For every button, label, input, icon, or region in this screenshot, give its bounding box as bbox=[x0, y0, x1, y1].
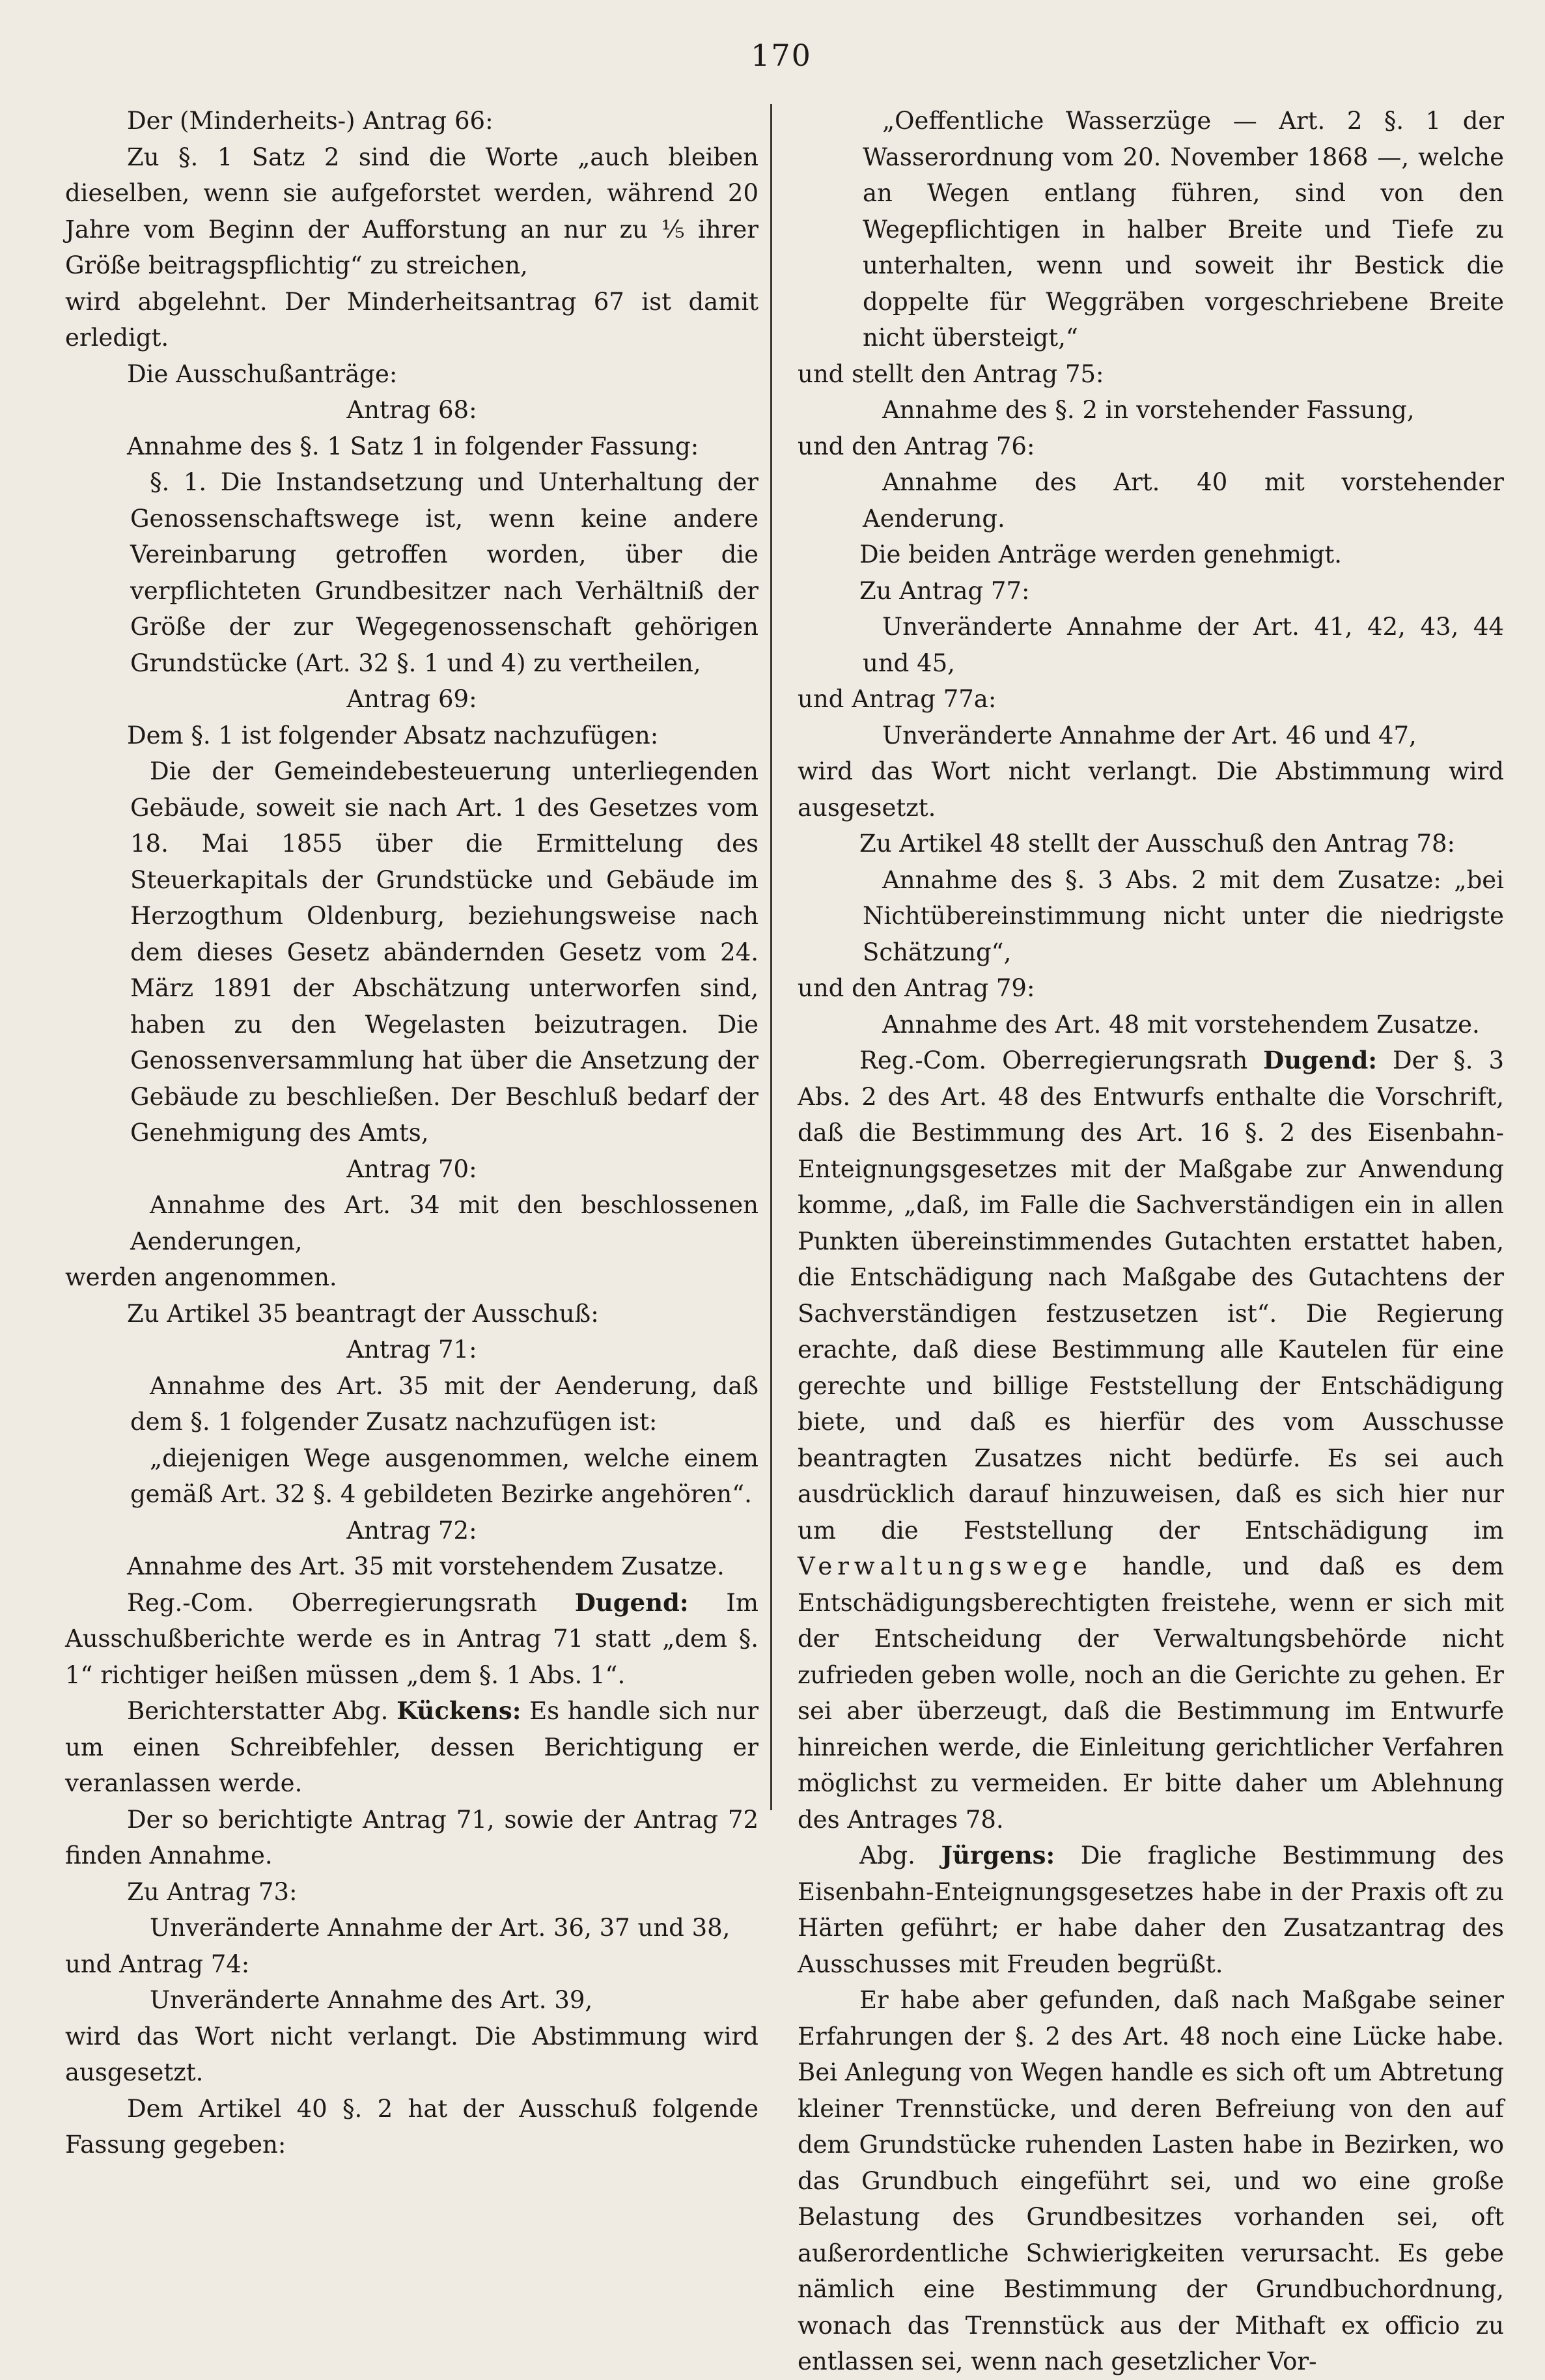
paragraph: und Antrag 74: bbox=[65, 1950, 250, 1978]
paragraph: Die beiden Anträge werden genehmigt. bbox=[859, 540, 1343, 568]
paragraph: Zu Antrag 77: bbox=[859, 576, 1030, 605]
paragraph: Er habe aber gefunden, daß nach Maßgabe seiner Erfahrungen der §. 2 des Art. 48 noch eine Lücke habe. Bei Anlegung von Wegen handle es sich oft um Abtretung kleiner Trennstücke, und deren Befreiung von den auf dem Grundstücke ruhenden Lasten habe in Bezirken, wo das Grundbuch eingeführt sei, und wo eine große Belastung des Grundbesitzes vorhanden sei, oft außerordentliche Schwierigkeiten verursacht. Es gebe nämlich eine Bestimmung der Grundbuchordnung, wonach das Trennstück aus der Mithaft ex officio zu entlassen sei, wenn nach gesetzlicher Vor- bbox=[798, 1986, 1504, 2375]
speaker-title: Abg. bbox=[859, 1841, 915, 1869]
paragraph: und Antrag 77a: bbox=[798, 685, 997, 713]
spaced-emphasis: Verwaltungswege bbox=[798, 1552, 1093, 1580]
paragraph: Annahme des Art. 35 mit der Aenderung, daß dem §. 1 folgender Zusatz nachzufügen ist: bbox=[130, 1371, 759, 1436]
paragraph: Annahme des §. 3 Abs. 2 mit dem Zusatze: „bei Nichtübereinstimmung nicht unter die niedrigste Schätzung“, bbox=[863, 865, 1504, 966]
paragraph: Annahme des Art. 35 mit vorstehendem Zusatze. bbox=[127, 1552, 725, 1580]
paragraph: Zu Artikel 35 beantragt der Ausschuß: bbox=[127, 1299, 599, 1328]
paragraph: Unveränderte Annahme des Art. 39, bbox=[150, 1986, 593, 2014]
paragraph: Zu §. 1 Satz 2 sind die Worte „auch bleiben dieselben, wenn sie aufgeforstet werden, während 20 Jahre vom Beginn der Aufforstung an nur zu ⅕ ihrer Größe beitragspflichtig“ zu streichen, bbox=[65, 143, 759, 279]
column-divider bbox=[770, 104, 772, 1810]
paragraph: Unveränderte Annahme der Art. 36, 37 und 38, bbox=[150, 1914, 731, 1942]
speaker-title: Berichterstatter Abg. bbox=[127, 1697, 389, 1725]
speaker-title: Reg.-Com. Oberregierungsrath bbox=[859, 1046, 1248, 1074]
paragraph: Annahme des §. 1 Satz 1 in folgender Fassung: bbox=[127, 432, 699, 460]
speech-text: handle, und daß es dem Entschädigungsberechtigten freistehe, wenn er sich mit der Entscheidung der Verwaltungsbehörde nicht zufrieden geben wolle, noch an die Gerichte zu gehen. Er sei aber überzeugt, daß die Bestimmung im Entwurfe hinreichen werde, die Einleitung gerichtlicher Verfahren möglichst zu vermeiden. Er bitte daher um Ablehnung des Antrages 78. bbox=[798, 1552, 1504, 1834]
antrag-heading: Antrag 70: bbox=[346, 1155, 477, 1183]
quoted-paragraph: „Oeffentliche Wasserzüge — Art. 2 §. 1 der Wasserordnung vom 20. November 1868 —, welche an Wegen entlang führen, sind von den Wegepflichtigen in halber Breite und Tiefe zu unterhalten, wenn und soweit ihr Bestick die doppelte für Weggräben vorgeschriebene Breite nicht übersteigt,“ bbox=[863, 107, 1504, 352]
paragraph: und den Antrag 76: bbox=[798, 432, 1035, 460]
quoted-paragraph: §. 1. Die Instandsetzung und Unterhaltung der Genossenschaftswege ist, wenn keine andere Vereinbarung getroffen worden, über die verpflichteten Grundbesitzer nach Verhältniß der Größe der zur Wegegenossenschaft gehörigen Grundstücke (Art. 32 §. 1 und 4) zu vertheilen, bbox=[130, 468, 759, 677]
antrag-heading: Antrag 71: bbox=[346, 1336, 477, 1364]
paragraph: Annahme des Art. 40 mit vorstehender Aenderung. bbox=[863, 468, 1504, 533]
speaker-title: Reg.-Com. Oberregierungsrath bbox=[127, 1588, 537, 1617]
paragraph: werden angenommen. bbox=[65, 1263, 337, 1291]
page-number: 170 bbox=[751, 38, 812, 73]
paragraph: Der so berichtigte Antrag 71, sowie der Antrag 72 finden Annahme. bbox=[65, 1805, 759, 1869]
paragraph: und den Antrag 79: bbox=[798, 974, 1035, 1002]
paragraph: Annahme des Art. 48 mit vorstehendem Zusatze. bbox=[882, 1010, 1480, 1039]
speech-paragraph bbox=[798, 1838, 1504, 1982]
left-column bbox=[65, 103, 759, 2159]
speech-paragraph bbox=[798, 1043, 1504, 1838]
paragraph: Annahme des Art. 34 mit den beschlossenen Aenderungen, bbox=[130, 1191, 759, 1255]
quoted-paragraph: Die der Gemeindebesteuerung unterliegenden Gebäude, soweit sie nach Art. 1 des Gesetzes vom 18. Mai 1855 über die Ermittelung des Steuerkapitals der Grundstücke und Gebäude im Herzogthum Oldenburg, beziehungsweise nach dem dieses Gesetz abändernden Gesetz vom 24. März 1891 der Abschätzung unterworfen sind, haben zu den Wegelasten beizutragen. Die Genossenversammlung hat über die Ansetzung der Gebäude zu beschließen. Der Beschluß bedarf der Genehmigung des Amts, bbox=[130, 757, 759, 1147]
paragraph: und stellt den Antrag 75: bbox=[798, 359, 1104, 388]
speech-paragraph bbox=[65, 1585, 759, 1694]
speaker-name: Kückens: bbox=[397, 1696, 522, 1725]
antrag-heading: Antrag 69: bbox=[346, 685, 477, 713]
speaker-name: Dugend: bbox=[1263, 1046, 1378, 1074]
paragraph: Annahme des §. 2 in vorstehender Fassung, bbox=[882, 396, 1415, 424]
paragraph: wird das Wort nicht verlangt. Die Abstimmung wird ausgesetzt. bbox=[65, 2022, 759, 2086]
paragraph: Dem Artikel 40 §. 2 hat der Ausschuß folgende Fassung gegeben: bbox=[65, 2094, 759, 2159]
speaker-name: Jürgens: bbox=[941, 1841, 1055, 1869]
speech-text: Es handle sich nur um einen Schreibfehler, dessen Berichtigung er veranlassen werde. bbox=[65, 1697, 759, 1797]
quoted-paragraph: „diejenigen Wege ausgenommen, welche einem gemäß Art. 32 §. 4 gebildeten Bezirke angehören“. bbox=[130, 1444, 759, 1508]
paragraph: wird abgelehnt. Der Minderheitsantrag 67 ist damit erledigt. bbox=[65, 287, 759, 352]
paragraph: wird das Wort nicht verlangt. Die Abstimmung wird ausgesetzt. bbox=[798, 757, 1504, 822]
paragraph: Die Ausschußanträge: bbox=[127, 359, 398, 388]
paragraph: Unveränderte Annahme der Art. 46 und 47, bbox=[882, 721, 1417, 749]
paragraph: Dem §. 1 ist folgender Absatz nachzufügen: bbox=[127, 721, 659, 749]
speech-text: Die fragliche Bestimmung des Eisenbahn-Enteignungsgesetzes habe in der Praxis oft zu Härten geführt; er habe daher den Zusatzantrag des Ausschusses mit Freuden begrüßt. bbox=[798, 1841, 1505, 1978]
paragraph: Der (Minderheits-) Antrag 66: bbox=[127, 107, 494, 135]
speech-text: Im Ausschußberichte werde es in Antrag 71 statt „dem §. 1“ richtiger heißen müssen „dem §. 1 Abs. 1“. bbox=[65, 1588, 759, 1689]
speaker-name: Dugend: bbox=[574, 1588, 689, 1617]
right-column bbox=[798, 103, 1505, 2375]
paragraph: Zu Antrag 73: bbox=[127, 1877, 298, 1906]
speech-text: Der §. 3 Abs. 2 des Art. 48 des Entwurfs enthalte die Vorschrift, daß die Bestimmung des Art. 16 §. 2 des Eisenbahn-Enteignungsgesetzes mit der Maßgabe zur Anwendung komme, „daß, im Falle die Sachverständigen ein in allen Punkten übereinstimmendes Gutachten erstattet haben, die Entschädigung nach Maßgabe des Gutachtens der Sachverständigen festzusetzen ist“. Die Regierung erachte, daß diese Bestimmung alle Kautelen für eine gerechte und billige Feststellung der Entschädigung biete, und daß es hierfür des vom Ausschusse beantragten Zusatzes nicht bedürfe. Es sei auch ausdrücklich darauf hinzuweisen, daß es sich hier nur um die Feststellung der Entschädigung im bbox=[798, 1046, 1505, 1545]
paragraph: Zu Artikel 48 stellt der Ausschuß den Antrag 78: bbox=[859, 830, 1455, 858]
antrag-heading: Antrag 68: bbox=[346, 396, 477, 424]
antrag-heading: Antrag 72: bbox=[346, 1516, 477, 1545]
speech-paragraph bbox=[65, 1693, 759, 1802]
paragraph: Unveränderte Annahme der Art. 41, 42, 43, 44 und 45, bbox=[863, 613, 1504, 677]
